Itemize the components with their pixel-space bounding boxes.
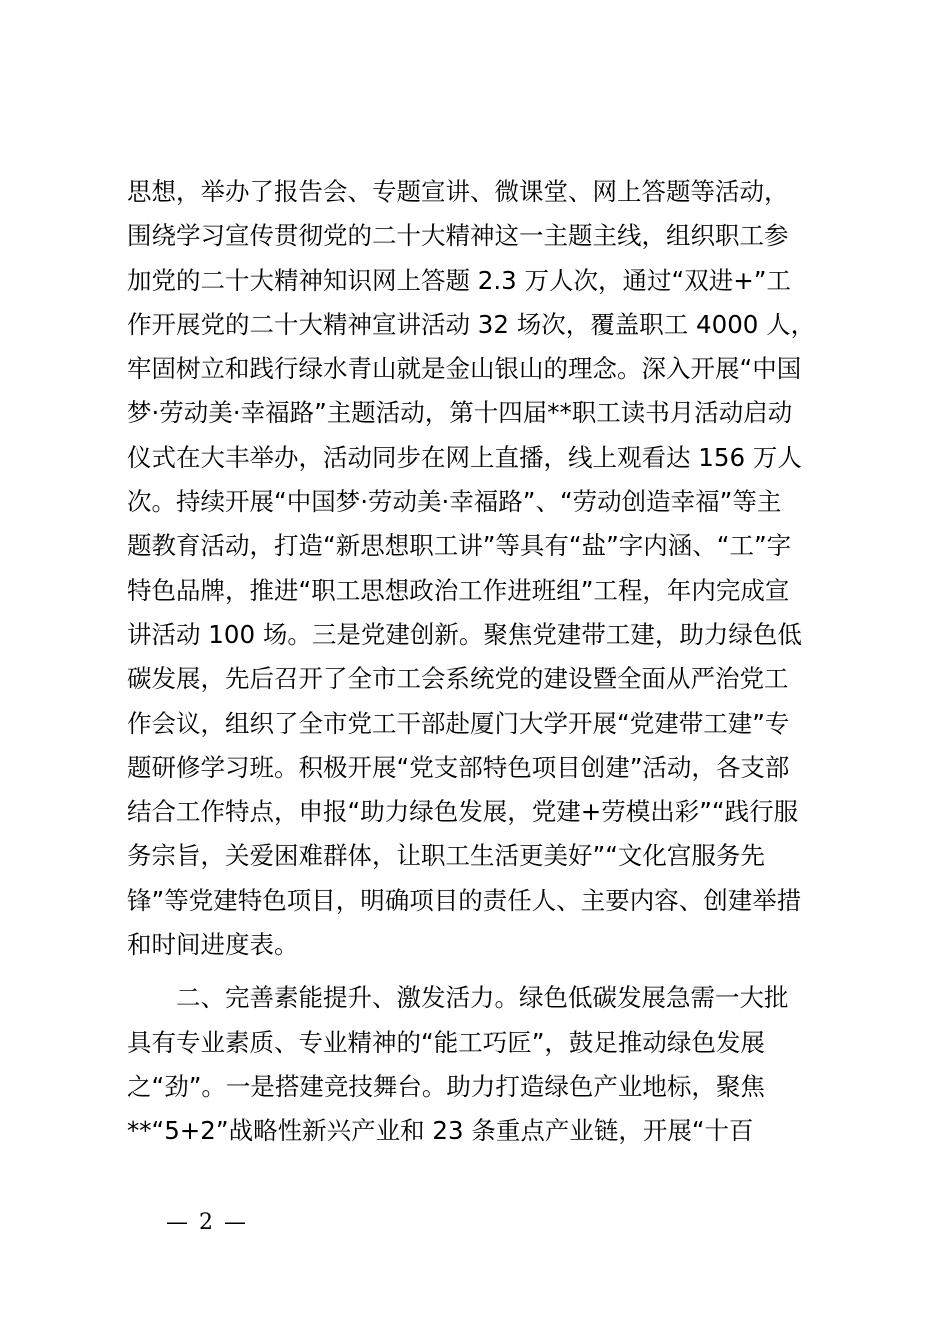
text-line: 碳发展，先后召开了全市工会系统党的建设暨全面从严治党工 [127,664,789,694]
text-line: 结合工作特点，申报“助力绿色发展，党建+劳模出彩”“践行服 [127,797,799,827]
paragraph-2 [127,976,847,1153]
text-line: 围绕学习宣传贯彻党的二十大精神这一主题主线，组织职工参 [127,221,789,251]
text-line: 仪式在大丰举办，活动同步在网上直播，线上观看达 156 万人 [127,442,802,472]
text-line: 加党的二十大精神知识网上答题 2.3 万人次，通过“双进+”工 [127,265,791,295]
text-line: 思想，举办了报告会、专题宣讲、微课堂、网上答题等活动， [127,177,789,206]
text-line: 次。持续开展“中国梦·劳动美·幸福路”、“劳动创造幸福”等主 [127,487,782,517]
paragraph-spacer [127,967,847,976]
text-line: 讲活动 100 场。三是党建创新。聚焦党建带工建，助力绿色低 [127,619,802,649]
text-line: 题教育活动，打造“新思想职工讲”等具有“盐”字内涵、“工”字 [127,531,792,561]
text-line: 务宗旨，关爱困难群体，让职工生活更美好”“文化宫服务先 [127,841,765,871]
text-line: 题研修学习班。积极开展“党支部特色项目创建”活动，各支部 [127,752,790,782]
text-line: 梦·劳动美·幸福路”主题活动，第十四届**职工读书月活动启动 [127,398,793,428]
text-line: 作会议，组织了全市党工干部赴厦门大学开展“党建带工建”专 [127,708,790,738]
paragraph-1 [127,170,847,967]
text-line: 和时间进度表。 [127,930,299,960]
text-line: 锋”等党建特色项目，明确项目的责任人、主要内容、创建举措 [127,885,802,915]
text-line: 作开展党的二十大精神宣讲活动 32 场次，覆盖职工 4000 人， [127,309,816,339]
text-line: 之“劲”。一是搭建竞技舞台。助力打造绿色产业地标，聚焦 [127,1071,765,1101]
text-line: 二、完善素能提升、激发活力。绿色低碳发展急需一大批 [176,983,789,1013]
text-line: 具有专业素质、专业精神的“能工巧匠”，鼓足推动绿色发展 [127,1027,765,1057]
text-line: **“5+2”战略性新兴产业和 23 条重点产业链，开展“十百 [127,1116,754,1146]
text-line: 牢固树立和践行绿水青山就是金山银山的理念。深入开展“中国 [127,354,802,384]
text-line: 特色品牌，推进“职工思想政治工作进班组”工程，年内完成宣 [127,575,790,605]
document-body [127,170,847,1154]
page-number: — 2 — [166,1210,248,1235]
